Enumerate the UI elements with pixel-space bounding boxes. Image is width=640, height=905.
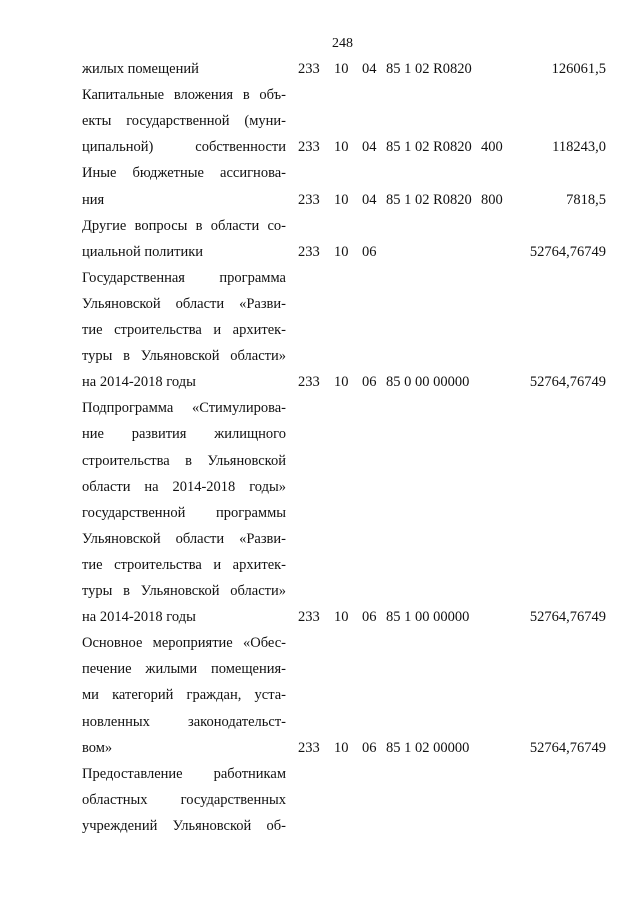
section-code: 10 — [334, 243, 349, 260]
table-row — [0, 813, 640, 839]
amount: 52764,76749 — [529, 243, 606, 260]
row-description: Основное мероприятие «Обес- — [82, 635, 286, 652]
target-article-code: 85 1 02 R0820 — [386, 191, 472, 208]
table-row — [0, 656, 640, 682]
row-description: екты государственной (муни- — [82, 113, 286, 130]
section-code: 10 — [334, 61, 349, 77]
table-row — [0, 239, 640, 265]
subsection-code: 06 — [362, 374, 377, 391]
table-row — [0, 108, 640, 134]
table-row — [0, 291, 640, 317]
row-description: циальной политики — [82, 243, 204, 260]
table-row — [0, 448, 640, 474]
row-description: Иные бюджетные ассигнова- — [82, 165, 286, 182]
expense-type-code: 800 — [481, 191, 503, 208]
table-row — [0, 187, 640, 213]
table-row — [0, 630, 640, 656]
row-description: туры в Ульяновской области» — [82, 348, 286, 365]
row-description: ние развития жилищного — [82, 426, 286, 443]
row-description: Государственная программа — [82, 269, 286, 286]
row-description: ципальной) собственности — [82, 139, 286, 156]
row-description: ния — [82, 191, 105, 208]
row-description: новленных законодательст- — [82, 713, 286, 730]
table-row — [0, 735, 640, 761]
table-row — [0, 56, 640, 82]
section-code: 10 — [334, 609, 349, 626]
table-row — [0, 317, 640, 343]
table-row — [0, 787, 640, 813]
subsection-code: 06 — [362, 609, 377, 626]
target-article-code: 85 0 00 00000 — [386, 374, 470, 391]
row-description: на 2014-2018 годы — [82, 609, 196, 626]
table-row — [0, 160, 640, 186]
admin-code: 233 — [298, 61, 320, 77]
row-description: учреждений Ульяновской об- — [82, 817, 286, 834]
table-row — [0, 604, 640, 630]
target-article-code: 85 1 02 R0820 — [386, 61, 472, 77]
subsection-code: 04 — [362, 139, 377, 156]
subsection-code: 04 — [362, 61, 377, 77]
section-code: 10 — [334, 739, 349, 756]
table-row — [0, 500, 640, 526]
row-description: Ульяновской области «Разви- — [82, 295, 286, 312]
admin-code: 233 — [298, 139, 320, 156]
amount: 52764,76749 — [529, 374, 606, 391]
admin-code: 233 — [298, 374, 320, 391]
row-description: государственной программы — [82, 504, 286, 521]
target-article-code: 85 1 02 00000 — [386, 739, 470, 756]
row-description: тие строительства и архитек- — [82, 556, 286, 573]
amount: 52764,76749 — [529, 739, 606, 756]
table-row — [0, 474, 640, 500]
target-article-code: 85 1 02 R0820 — [386, 139, 472, 156]
admin-code: 233 — [298, 739, 320, 756]
page-number: 248 — [332, 36, 353, 51]
section-code: 10 — [334, 191, 349, 208]
table-row — [0, 343, 640, 369]
row-description: строительства в Ульяновской — [82, 452, 286, 469]
row-description: Другие вопросы в области со- — [82, 217, 286, 234]
amount: 118243,0 — [552, 139, 606, 156]
row-description: на 2014-2018 годы — [82, 374, 196, 391]
table-row — [0, 265, 640, 291]
table-row — [0, 578, 640, 604]
row-description: туры в Ульяновской области» — [82, 583, 286, 599]
table-row — [0, 682, 640, 708]
row-description: Капитальные вложения в объ- — [82, 87, 286, 104]
amount: 52764,76749 — [529, 609, 606, 626]
row-description: Подпрограмма «Стимулирова- — [82, 400, 286, 417]
table-row — [0, 709, 640, 735]
table-row — [0, 213, 640, 239]
row-description: областных государственных — [82, 791, 286, 808]
row-description: области на 2014-2018 годы» — [82, 478, 286, 495]
table-row — [0, 421, 640, 447]
row-description: тие строительства и архитек- — [82, 322, 286, 338]
table-row — [0, 395, 640, 421]
amount: 126061,5 — [551, 61, 606, 77]
table-row — [0, 134, 640, 160]
admin-code: 233 — [298, 191, 320, 208]
table-row — [0, 526, 640, 552]
admin-code: 233 — [298, 243, 320, 260]
subsection-code: 06 — [362, 739, 377, 756]
table-row — [0, 761, 640, 787]
admin-code: 233 — [298, 609, 320, 626]
row-description: вом» — [82, 739, 113, 756]
row-description: Ульяновской области «Разви- — [82, 530, 286, 547]
row-description: печение жилыми помещения- — [82, 661, 286, 678]
subsection-code: 04 — [362, 191, 377, 208]
target-article-code: 85 1 00 00000 — [386, 609, 470, 626]
section-code: 10 — [334, 139, 349, 156]
row-description: Предоставление работникам — [82, 765, 286, 782]
row-description: жилых помещений — [82, 61, 199, 77]
table-row — [0, 369, 640, 395]
table-row — [0, 552, 640, 578]
subsection-code: 06 — [362, 243, 377, 260]
row-description: ми категорий граждан, уста- — [82, 687, 286, 704]
section-code: 10 — [334, 374, 349, 391]
amount: 7818,5 — [566, 191, 606, 208]
table-row — [0, 82, 640, 108]
expense-type-code: 400 — [481, 139, 503, 156]
